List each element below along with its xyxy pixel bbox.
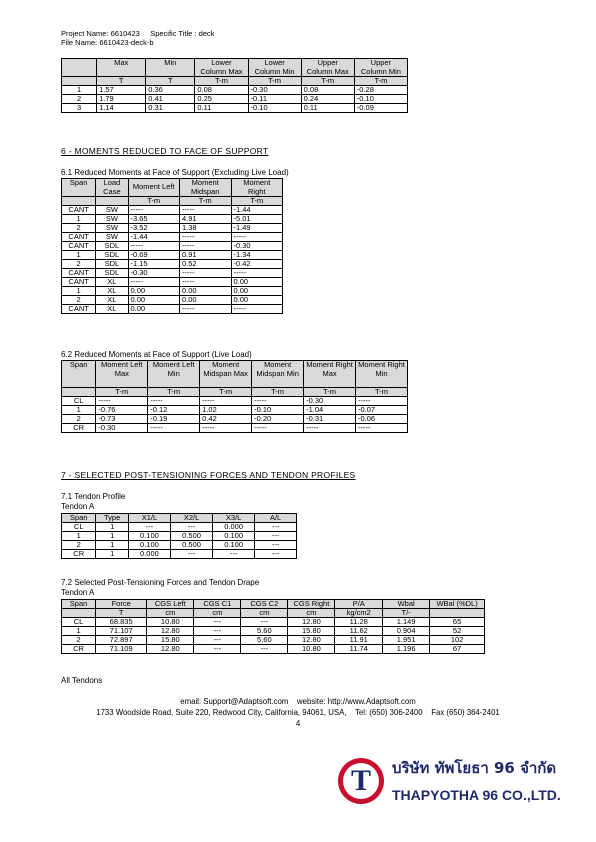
table-cell: SW	[96, 215, 128, 224]
table-cell: 72.897	[96, 636, 147, 645]
unit-cell: T/-	[383, 609, 430, 618]
table-cell: -0.73	[96, 415, 148, 424]
table-cell: 0.500	[170, 541, 212, 550]
table-cell: -----	[128, 278, 179, 287]
unit-cell: T-m	[96, 388, 148, 397]
company-logo	[338, 756, 561, 810]
col-header: Moment Right	[231, 179, 283, 197]
tendon-label: Tendon A	[61, 502, 95, 511]
col-header: Moment Left Min	[148, 361, 200, 388]
all-tendons-label: All Tendons	[61, 676, 103, 685]
table-cell: -----	[179, 233, 231, 242]
table-cell: 2	[62, 541, 96, 550]
section-7-2-title: 7.2 Selected Post-Tensioning Forces and Tendon Drape	[61, 578, 260, 587]
table-cell: ---	[213, 550, 255, 559]
col-header: Upper Column Min	[354, 59, 407, 77]
col-header: Moment Right Min	[356, 361, 408, 388]
table-cell: -----	[304, 424, 356, 433]
unit-cell: kg/cm2	[335, 609, 383, 618]
table-cell: 11.28	[335, 618, 383, 627]
project-line: Project Name: 6610423 Specific Title : deck	[61, 29, 215, 38]
col-header: CGS Left	[147, 600, 194, 609]
table-cell: 71.107	[96, 627, 147, 636]
unit-cell: T-m	[200, 388, 252, 397]
table-cell: ---	[241, 618, 288, 627]
table-cell: 1	[62, 627, 96, 636]
table-cell: 1	[96, 523, 128, 532]
col-header: Moment Midspan Min	[252, 361, 304, 388]
table-row	[62, 224, 283, 233]
unit-cell: T-m	[231, 197, 283, 206]
unit-cell: T-m	[301, 77, 354, 86]
moments-excluding-live-table	[61, 178, 283, 314]
table-cell: ---	[255, 550, 297, 559]
table-cell: -3.65	[128, 215, 179, 224]
col-header: Wbal	[383, 600, 430, 609]
table-cell: 12.80	[288, 618, 335, 627]
page-number: 4	[295, 719, 301, 728]
table-cell: 0.91	[179, 251, 231, 260]
col-header: Moment Left Max	[96, 361, 148, 388]
unit-cell: T-m	[248, 77, 301, 86]
col-header: X1/L	[128, 514, 170, 523]
table-row	[62, 541, 297, 550]
table-row	[62, 523, 297, 532]
table-cell: CL	[62, 618, 96, 627]
table-cell: 12.80	[147, 627, 194, 636]
table-row	[62, 278, 283, 287]
table-cell: -0.06	[356, 415, 408, 424]
table-cell: 1.57	[97, 86, 146, 95]
table-cell: CL	[62, 397, 96, 406]
table-cell: 12.80	[147, 645, 194, 654]
col-header: Span	[62, 514, 96, 523]
table-cell: -----	[252, 424, 304, 433]
table-cell: -0.09	[354, 104, 407, 113]
table-cell: -0.10	[248, 104, 301, 113]
table-cell: -0.69	[128, 251, 179, 260]
col-header: Lower Column Min	[248, 59, 301, 77]
unit-cell: T-m	[148, 388, 200, 397]
table-cell: ---	[128, 523, 170, 532]
table-cell: 0.00	[179, 296, 231, 305]
section-7-1-title: 7.1 Tendon Profile	[61, 492, 126, 501]
table-cell: 2	[62, 415, 96, 424]
table-cell: -1.44	[231, 206, 283, 215]
col-header: Force	[96, 600, 147, 609]
unit-cell: T	[146, 77, 195, 86]
col-header: CGS Right	[288, 600, 335, 609]
table-cell: -0.31	[304, 415, 356, 424]
table-cell: 0.00	[128, 296, 179, 305]
col-header: CGS C2	[241, 600, 288, 609]
table-cell: 1	[62, 215, 96, 224]
table-cell: 0.100	[128, 541, 170, 550]
table-cell: 0.52	[179, 260, 231, 269]
table-row	[62, 287, 283, 296]
table-cell: -0.30	[96, 424, 148, 433]
table-cell: 0.00	[231, 287, 283, 296]
table-cell: -1.49	[231, 224, 283, 233]
table-row	[62, 532, 297, 541]
table-cell: ---	[255, 541, 297, 550]
table-cell: CL	[62, 523, 96, 532]
logo-emblem	[338, 758, 384, 804]
table-cell: -0.30	[128, 269, 179, 278]
table-cell: -----	[179, 305, 231, 314]
unit-cell: T-m	[356, 388, 408, 397]
table-cell: ---	[194, 636, 241, 645]
table-row	[62, 260, 283, 269]
table-cell: 0.11	[301, 104, 354, 113]
table-cell: 0.24	[301, 95, 354, 104]
table-cell: 2	[62, 95, 97, 104]
table-cell: 0.100	[213, 541, 255, 550]
table-cell: ---	[255, 523, 297, 532]
table-cell: CANT	[62, 305, 96, 314]
col-header: Span	[62, 361, 96, 388]
col-header: Min	[146, 59, 195, 77]
table-cell: 0.00	[231, 296, 283, 305]
table-cell: 2	[62, 260, 96, 269]
table-cell: ---	[170, 523, 212, 532]
col-header: Moment Midspan Max	[200, 361, 252, 388]
table-cell: SW	[96, 224, 128, 233]
table-cell: 5.60	[241, 636, 288, 645]
table-cell: 0.000	[128, 550, 170, 559]
table-row	[62, 104, 408, 113]
table-cell: CANT	[62, 206, 96, 215]
logo-english-name: THAPYOTHA 96 CO.,LTD.	[392, 787, 561, 803]
table-cell: CANT	[62, 269, 96, 278]
table-cell: -----	[96, 397, 148, 406]
table-cell: 0.000	[213, 523, 255, 532]
table-cell: ---	[255, 532, 297, 541]
table-cell: -0.10	[252, 406, 304, 415]
logo-thai-name: บริษัท ทัพโยธา 96 จำกัด	[392, 759, 557, 777]
table-cell: 0.904	[383, 627, 430, 636]
unit-cell: T-m	[179, 197, 231, 206]
table-cell: ---	[170, 550, 212, 559]
document-header	[61, 29, 214, 47]
table-cell: -----	[179, 269, 231, 278]
section-6-2-title: 6.2 Reduced Moments at Face of Support (Live Load)	[61, 350, 252, 359]
table-cell: 0.00	[231, 278, 283, 287]
table-row	[62, 296, 283, 305]
table-cell: 65	[430, 618, 485, 627]
col-header: Span	[62, 600, 96, 609]
table-cell: CANT	[62, 233, 96, 242]
table-cell: 1.14	[97, 104, 146, 113]
table-cell: 1.196	[383, 645, 430, 654]
table-cell: 1	[62, 287, 96, 296]
table-cell: -0.12	[148, 406, 200, 415]
col-header: Moment Midspan	[179, 179, 231, 197]
table-cell: 0.500	[170, 532, 212, 541]
table-cell: 15.80	[147, 636, 194, 645]
col-header: Moment Left	[128, 179, 179, 197]
table-cell: 68.835	[96, 618, 147, 627]
table-cell: 10.80	[147, 618, 194, 627]
table-cell: 2	[62, 224, 96, 233]
unit-cell: T-m	[304, 388, 356, 397]
col-header: Load Case	[96, 179, 128, 197]
table-row	[62, 305, 283, 314]
table-cell: -----	[200, 397, 252, 406]
table-cell: ---	[194, 618, 241, 627]
table-cell: -----	[148, 397, 200, 406]
section-6-1-title: 6.1 Reduced Moments at Face of Support (Excluding Live Load)	[61, 168, 289, 177]
table-cell: 71.109	[96, 645, 147, 654]
col-header	[62, 59, 97, 77]
unit-cell: cm	[241, 609, 288, 618]
table-cell: 1.79	[97, 95, 146, 104]
logo-letter: T	[350, 764, 371, 797]
table-cell: 0.00	[179, 287, 231, 296]
table-cell: -----	[200, 424, 252, 433]
table-cell: ---	[194, 627, 241, 636]
table-cell: 0.42	[200, 415, 252, 424]
unit-cell: cm	[288, 609, 335, 618]
table-cell: -0.11	[248, 95, 301, 104]
table-cell: 4.91	[179, 215, 231, 224]
table-cell: 102	[430, 636, 485, 645]
section-6-title: 6 - MOMENTS REDUCED TO FACE OF SUPPORT	[61, 146, 269, 156]
table-cell: XL	[96, 278, 128, 287]
table-cell: -----	[356, 397, 408, 406]
table-cell: 10.80	[288, 645, 335, 654]
table-cell: 11.74	[335, 645, 383, 654]
table-cell: CR	[62, 645, 96, 654]
table-cell: 2	[62, 296, 96, 305]
column-results-table	[61, 58, 408, 113]
table-cell: 0.08	[195, 86, 248, 95]
table-cell: XL	[96, 305, 128, 314]
table-cell: SW	[96, 233, 128, 242]
col-header: Lower Column Max	[195, 59, 248, 77]
table-cell: -0.10	[354, 95, 407, 104]
table-row	[62, 424, 408, 433]
table-cell: -0.76	[96, 406, 148, 415]
table-cell: 0.11	[195, 104, 248, 113]
col-header: A/L	[255, 514, 297, 523]
table-cell: -----	[231, 305, 283, 314]
table-cell: 5.60	[241, 627, 288, 636]
table-cell: -0.20	[252, 415, 304, 424]
table-cell: 3	[62, 104, 97, 113]
table-cell: 12.80	[288, 636, 335, 645]
table-cell: CR	[62, 550, 96, 559]
section-7-title: 7 - SELECTED POST-TENSIONING FORCES AND TENDON PROFILES	[61, 470, 356, 480]
table-cell: -1.34	[231, 251, 283, 260]
table-cell: -----	[231, 269, 283, 278]
unit-cell: T	[97, 77, 146, 86]
table-cell: 0.00	[128, 287, 179, 296]
table-cell: -0.42	[231, 260, 283, 269]
col-header: X2/L	[170, 514, 212, 523]
table-cell: 52	[430, 627, 485, 636]
table-cell: 1	[62, 532, 96, 541]
table-cell: -----	[231, 233, 283, 242]
col-header: X3/L	[213, 514, 255, 523]
table-cell: 1.149	[383, 618, 430, 627]
table-cell: CANT	[62, 278, 96, 287]
table-cell: ---	[241, 645, 288, 654]
table-cell: 1	[62, 86, 97, 95]
table-cell: -1.15	[128, 260, 179, 269]
table-cell: 1.951	[383, 636, 430, 645]
table-cell: -----	[252, 397, 304, 406]
unit-cell: T-m	[195, 77, 248, 86]
table-cell: 0.41	[146, 95, 195, 104]
table-row	[62, 550, 297, 559]
table-cell: 1.38	[179, 224, 231, 233]
table-cell: -0.30	[304, 397, 356, 406]
col-header: P/A	[335, 600, 383, 609]
footer-contact: email: Support@Adaptsoft.com website: http://www.Adaptsoft.com	[180, 697, 416, 706]
table-cell: 0.100	[213, 532, 255, 541]
unit-cell: cm	[194, 609, 241, 618]
table-cell: 0.36	[146, 86, 195, 95]
table-cell: -0.07	[356, 406, 408, 415]
table-cell: 15.80	[288, 627, 335, 636]
table-cell: -0.30	[248, 86, 301, 95]
table-row	[62, 269, 283, 278]
table-cell: 1	[62, 251, 96, 260]
tendon-profile-table	[61, 513, 297, 559]
table-cell: SW	[96, 206, 128, 215]
table-cell: 1	[96, 541, 128, 550]
col-header: Moment Right Max	[304, 361, 356, 388]
table-row	[62, 645, 485, 654]
table-cell: -0.28	[354, 86, 407, 95]
table-cell: 2	[62, 636, 96, 645]
table-cell: 67	[430, 645, 485, 654]
table-cell: 0.25	[195, 95, 248, 104]
unit-cell: cm	[147, 609, 194, 618]
table-cell: CR	[62, 424, 96, 433]
table-cell: -----	[356, 424, 408, 433]
tendon-label: Tendon A	[61, 588, 95, 597]
unit-cell: T	[96, 609, 147, 618]
table-cell: XL	[96, 287, 128, 296]
moments-live-load-table	[61, 360, 408, 433]
table-cell: -----	[179, 278, 231, 287]
table-cell: -----	[128, 206, 179, 215]
table-cell: -0.19	[148, 415, 200, 424]
table-cell: SDL	[96, 242, 128, 251]
footer-address: 1733 Woodside Road, Suite 220, Redwood City, California, 94061, USA, Tel: (650) 306-2400 Fax (650) 364-2401	[96, 708, 500, 717]
table-cell: XL	[96, 296, 128, 305]
table-cell: 0.31	[146, 104, 195, 113]
table-cell: -1.44	[128, 233, 179, 242]
table-cell: -5.01	[231, 215, 283, 224]
table-cell: CANT	[62, 242, 96, 251]
table-cell: -----	[179, 206, 231, 215]
table-cell: 0.00	[128, 305, 179, 314]
col-header: Type	[96, 514, 128, 523]
col-header: WBal (%DL)	[430, 600, 485, 609]
unit-cell: T-m	[354, 77, 407, 86]
table-cell: 1	[96, 532, 128, 541]
table-cell: -----	[148, 424, 200, 433]
table-cell: SDL	[96, 260, 128, 269]
table-cell: 0.100	[128, 532, 170, 541]
table-cell: -0.30	[231, 242, 283, 251]
table-cell: 1.02	[200, 406, 252, 415]
table-cell: 1	[62, 406, 96, 415]
file-line: File Name: 6610423-deck-b	[61, 38, 154, 47]
pt-forces-table	[61, 599, 485, 654]
table-cell: SDL	[96, 269, 128, 278]
col-header: Upper Column Max	[301, 59, 354, 77]
table-cell: SDL	[96, 251, 128, 260]
table-cell: -----	[128, 242, 179, 251]
table-cell: -1.04	[304, 406, 356, 415]
table-cell: 11.91	[335, 636, 383, 645]
table-cell: -----	[179, 242, 231, 251]
unit-cell: T-m	[252, 388, 304, 397]
table-cell: 0.08	[301, 86, 354, 95]
table-cell: -3.52	[128, 224, 179, 233]
table-cell: ---	[194, 645, 241, 654]
table-cell: 1	[96, 550, 128, 559]
col-header: Max	[97, 59, 146, 77]
col-header: CGS C1	[194, 600, 241, 609]
col-header: Span	[62, 179, 96, 197]
unit-cell: T-m	[128, 197, 179, 206]
table-cell: 11.62	[335, 627, 383, 636]
